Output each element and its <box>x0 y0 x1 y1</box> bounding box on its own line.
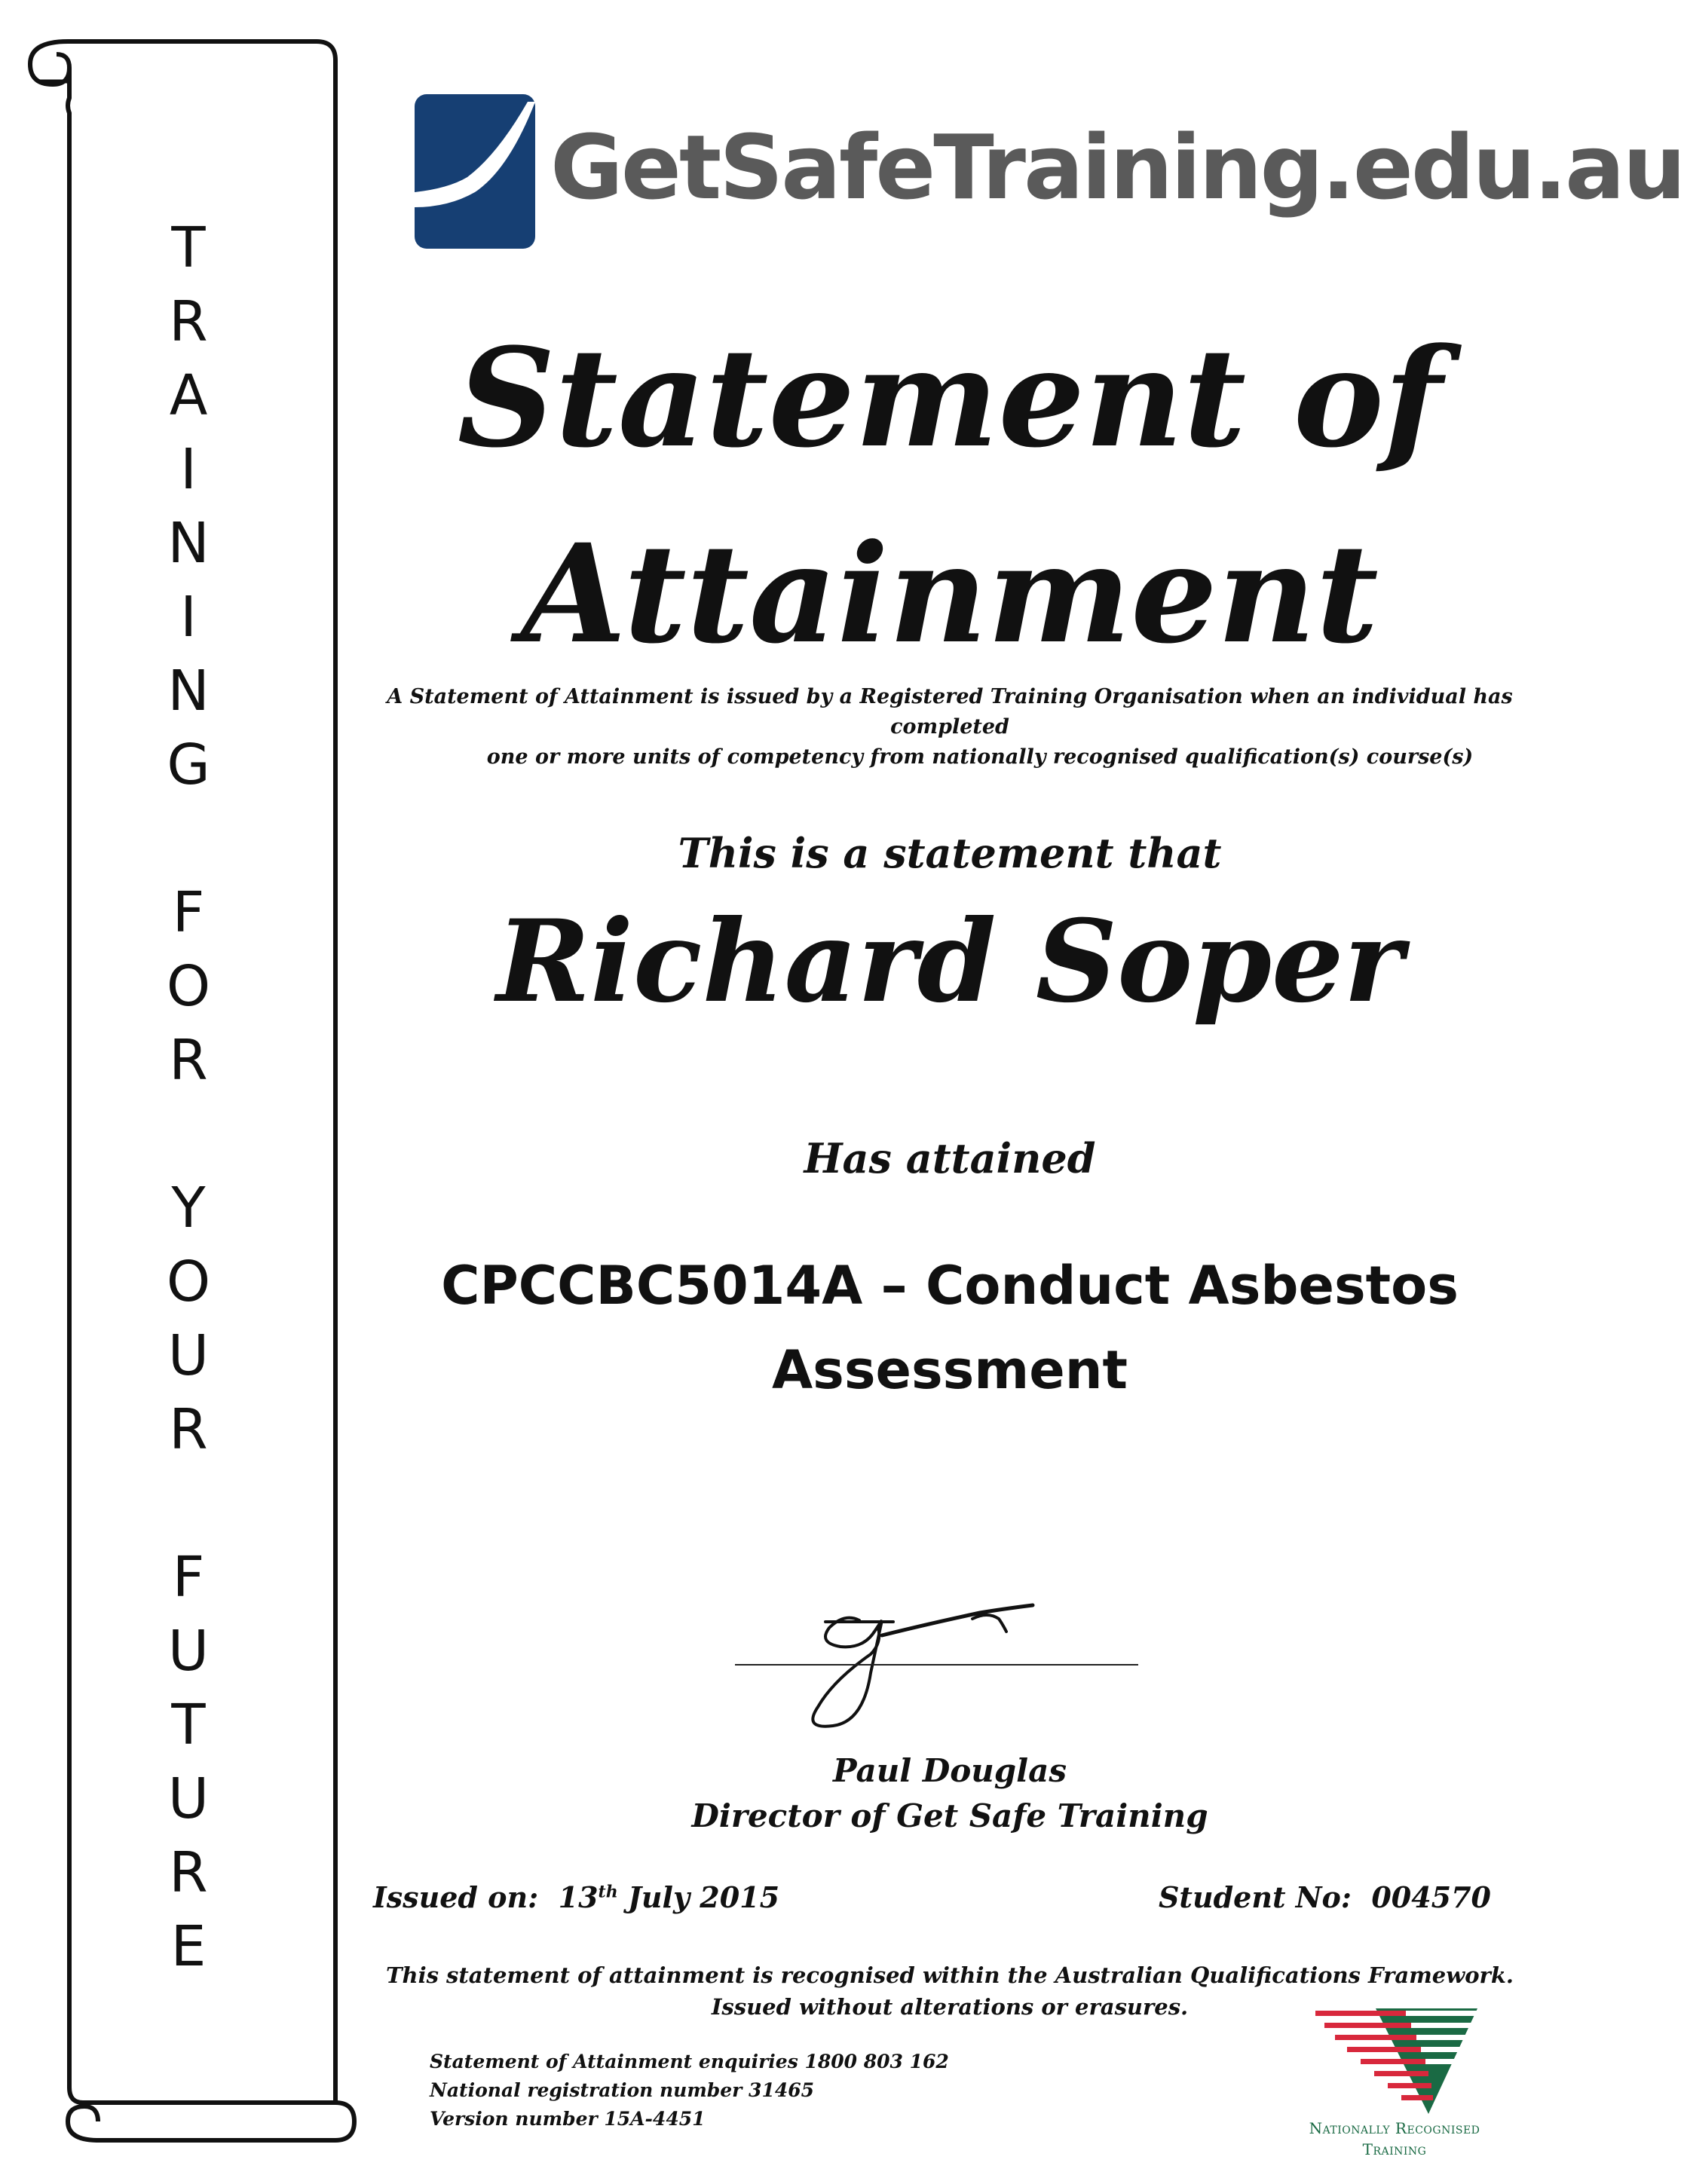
scroll-letter: T <box>171 1693 206 1757</box>
student-label: Student No: <box>1158 1880 1352 1914</box>
registration-line: National registration number 31465 <box>430 2079 815 2101</box>
enquiries-line: Statement of Attainment enquiries 1800 803 162 <box>430 2051 949 2072</box>
unit-line-2: Assessment <box>771 1339 1128 1401</box>
title-line-1: Statement of <box>457 319 1443 478</box>
title-line-2: Attainment <box>521 515 1379 674</box>
scroll-letter: A <box>169 363 208 428</box>
scroll-letter: U <box>167 1766 210 1831</box>
student-value: 004570 <box>1371 1880 1491 1914</box>
nrt-line-2: Training <box>1362 2140 1427 2158</box>
issue-label: Issued on: <box>373 1880 539 1914</box>
scroll-letter: N <box>167 511 210 576</box>
issue-day-suffix: th <box>598 1882 618 1902</box>
intro-line-1: A Statement of Attainment is issued by a Registered Training Organisation when an individual has completed <box>387 685 1513 739</box>
recognition-line-1: This statement of attainment is recognised within the Australian Qualifications Framework. <box>385 1962 1514 1988</box>
signatory-title: Director of Get Safe Training <box>691 1797 1208 1834</box>
scroll-letter: N <box>167 659 210 723</box>
unit-line-1: CPCCBC5014A – Conduct Asbestos <box>441 1255 1459 1317</box>
scroll-letter: I <box>180 437 197 502</box>
nrt-caption <box>1297 2118 1493 2160</box>
has-attained: Has attained <box>804 1134 1096 1182</box>
signatory-name: Paul Douglas <box>833 1752 1067 1789</box>
scroll-letter: R <box>169 289 208 354</box>
issue-date <box>373 1880 779 1914</box>
unit-of-competency <box>369 1243 1530 1412</box>
version-line: Version number 15A-4451 <box>430 2108 706 2130</box>
signature-line <box>735 1664 1138 1666</box>
scroll-letter: U <box>167 1323 210 1388</box>
signature-image <box>731 1590 1138 1741</box>
scroll-motto <box>147 211 230 1984</box>
recognition-line-2: Issued without alterations or erasures. <box>711 1994 1189 2020</box>
intro-line-2: one or more units of competency from nationally recognised qualification(s) course(s) <box>486 745 1474 769</box>
scroll-letter: O <box>166 1250 211 1314</box>
intro-text <box>369 682 1530 772</box>
nrt-line-1: Nationally Recognised <box>1309 2119 1480 2137</box>
footer-details <box>430 2048 949 2134</box>
getsafe-logo <box>415 94 1684 252</box>
issue-day: 13 <box>558 1880 599 1914</box>
recipient-name: Richard Soper <box>496 895 1404 1028</box>
scroll-letter: G <box>167 733 210 797</box>
scroll-letter: R <box>169 1397 208 1462</box>
student-number <box>1159 1880 1491 1914</box>
scroll-letter: F <box>172 1545 205 1610</box>
nrt-logo <box>1297 2005 1493 2163</box>
logo-wordmark: GetSafeTraining.edu.au <box>550 115 1684 219</box>
checkmark-logo-icon <box>415 94 535 249</box>
statement-that: This is a statement that <box>678 829 1222 877</box>
scroll-letter: Y <box>171 1176 206 1240</box>
nrt-triangle-icon <box>1315 2005 1477 2118</box>
scroll-letter: O <box>166 954 211 1019</box>
scroll-letter: R <box>169 1840 208 1905</box>
scroll-letter: E <box>170 1914 207 1979</box>
scroll-letter: I <box>180 585 197 650</box>
scroll-letter: U <box>167 1619 210 1684</box>
scroll-letter: T <box>171 216 206 280</box>
scroll-letter: F <box>172 880 205 945</box>
scroll-letter: R <box>169 1028 208 1093</box>
issue-month-year: July 2015 <box>627 1880 780 1914</box>
